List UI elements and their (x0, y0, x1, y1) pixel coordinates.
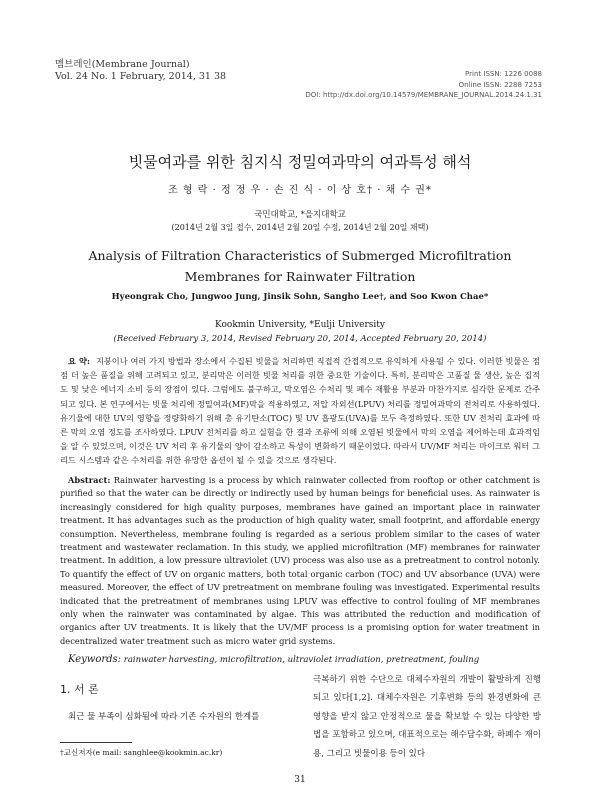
page-number: 31 (294, 775, 306, 785)
journal-volume: Vol. 24 No. 1 February, 2014, 31 38 (55, 71, 227, 82)
body-right-column: 극복하기 위한 수단으로 대체수자원의 개발이 활발하게 진행되고 있다[1,2]. 대체수자원은 기후변화 등의 환경변화에 큰 영향을 받지 않고 안정적으로 물을 확보할 수 있는 다양한 방법을 포함하고 있으며, 대표적으로는 해수담수화, 하폐수 재이용, 그리고 빗물이용 등이 있다 (313, 675, 541, 759)
authors-english: Hyeongrak Cho, Jungwoo Jung, Jinsik Sohn, Sangho Lee†, and Soo Kwon Chae* (111, 292, 489, 302)
print-issn: Print ISSN: 1226 0088 (465, 70, 542, 78)
online-issn: Online ISSN: 2288 7253 (458, 80, 542, 89)
doi-link[interactable]: DOI: http://dx.doi.org/10.14579/MEMBRANE_JOURNAL.2014.24.1.31 (305, 91, 542, 99)
title-english: Analysis of Filtration Characteristics of Submerged Microfiltration Membranes for Rainwater Filtration (88, 248, 512, 284)
dates-english: (Received February 3, 2014, Revised February 20, 2014, Accepted February 20, 2014) (113, 334, 487, 344)
dates-korean: (2014년 2월 3일 접수, 2014년 2월 20일 수정, 2014년 2월 20일 채택) (171, 223, 429, 232)
keywords (68, 654, 538, 665)
abstract-english-label: Abstract: (68, 475, 111, 485)
keywords-text: rainwater harvesting, microfiltration, ultraviolet irradiation, pretreatment, fouling (123, 655, 480, 665)
body-left-column: 최근 물 부족이 심화됨에 따라 기존 수자원의 한계를 (68, 712, 260, 722)
abstract-english-text: Rainwater harvesting is a process by which rainwater collected from rooftop or other catchment is purified so that the water can be directly or indirectly used by human beings for beneficial uses. As rainwater is increasingly considered for high quality purposes, membranes have gained an important place in rainwater treatment. It has advantages such as the production of high quality water, small footprint, and affordable energy consumption. Nevertheless, membrane fouling is regarded as a serious problem similar to the cases of water treatment and wastewater reclamation. In this study, we applied microfiltration (MF) membranes for rainwater treatment. In addition, a low pressure ultraviolet (UV) process was also use as a pretreatment to control notonly. To quantify the effect of UV on organic matters, both total organic carbon (TOC) and UV absorbance (UVA) were measured. Moreover, the effect of UV pretreatment on membrane fouling was investigated. Experimental results indicated that the pretreatment of membranes using LPUV was effective to control fouling of MF membranes only when the rainwater was contaminated by algae. This was attributed the reduction and modification of organics after UV treatments. It is likely that the UV/MF process is a promising option for water treatment in decentralized water treatment such as micro water grid systems. (60, 475, 541, 646)
footnote-rule (60, 742, 132, 743)
abstract-korean-text: 지붕이나 여러 가지 방법과 장소에서 수집된 빗물을 처리하면 직접적 간접적으로 유익하게 사용될 수 있다. 이러한 빗물은 점점 더 높은 품질을 위해 고려되고 있고, 분리막은 이러한 빗물 처리를 위한 중요한 기술이다. 특히, 분리막은 고품질 물 생산, 높은 집적도 및 낮은 에너지 소비 등의 장점이 있다. 그럼에도 불구하고, 막오염은 수처리 및 폐수 재활용 부분과 마찬가지로 심각한 문제로 간주되고 있다. 본 연구에서는 빗물 처리에 정밀여과(MF)막을 적용하였고, 저압 자외선(LPUV) 처리를 정밀여과막의 전처리로 사용하였다. 유기물에 대한 UV의 영향을 정량화하기 위해 총 유기탄소(TOC) 및 UV 흡광도(UVA)를 모두 측정하였다. 또한 UV 전처리 효과에 따른 막의 오염 정도를 조사하였다. LPUV 전처리를 하고 실험을 한 결과 조류에 의해 오염된 빗물에서 막의 오염을 제어하는데 효과적임을 알 수 있었으며, 이것은 UV 처리 후 유기물의 양이 감소하고 특성이 변화하기 때문이었다. 따라서 UV/MF 처리는 마이크로 워터 그리드 시스템과 같은 수처리를 위한 유망한 옵션이 될 수 있을 것으로 생각된다. (60, 356, 540, 466)
keywords-label: Keywords: (68, 654, 122, 665)
affiliation-english: Kookmin University, *Eulji University (215, 320, 385, 330)
abstract-english (60, 474, 540, 648)
issn-doi-block (305, 69, 542, 101)
corresponding-author-footnote: †교신저자(e mail: sanghlee@kookmin.ac.kr) (60, 748, 223, 757)
abstract-korean-label: 요 약: (68, 356, 90, 366)
affiliation-korean: 국민대학교, *을지대학교 (254, 210, 346, 220)
abstract-korean (60, 354, 540, 468)
journal-name: 멤브레인(Membrane Journal) (55, 59, 190, 70)
authors-korean: 조 형 락 · 정 정 우 · 손 진 식 · 이 상 호† · 채 수 권* (168, 185, 432, 196)
section-heading-introduction: 1. 서 론 (60, 683, 99, 696)
title-korean: 빗물여과를 위한 침지식 정밀여과막의 여과특성 해석 (128, 153, 472, 171)
